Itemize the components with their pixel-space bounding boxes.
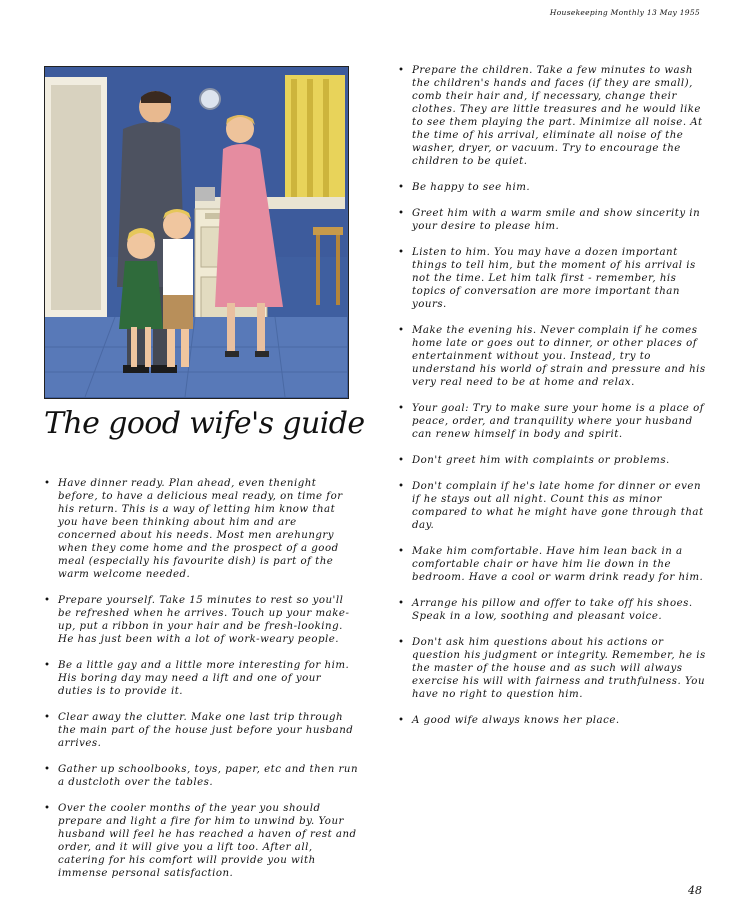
list-item: • Greet him with a warm smile and show sincerity in your desire to please him.	[412, 207, 708, 233]
list-item: • Don't complain if he's late home for dinner or even if he stays out all night. Count this as minor compared to what he might have gone through that day.	[412, 480, 708, 532]
list-item: • A good wife always knows her place.	[412, 714, 708, 727]
list-item: • Don't ask him questions about his actions or question his judgment or integrity. Remember, he is the master of the house and as such will always exercise his will with fairness and truthfulness. You have no right to question him.	[412, 636, 708, 701]
masthead: Housekeeping Monthly 13 May 1955	[549, 8, 700, 17]
list-item: • Listen to him. You may have a dozen important things to tell him, but the moment of his arrival is not the time. Let him talk first - remember, his topics of conversation are more important than yours.	[412, 246, 708, 311]
page-number: 48	[688, 884, 702, 897]
list-item: • Don't greet him with complaints or problems.	[412, 454, 708, 467]
list-item: • Over the cooler months of the year you should prepare and light a fire for him to unwind by. Your husband will feel he has reached a haven of rest and order, and it will give you a lift too. After all, catering for his comfort will provide you with immense personal satisfaction.	[58, 802, 358, 880]
list-item: • Be a little gay and a little more interesting for him. His boring day may need a lift and one of your duties is to provide it.	[58, 659, 358, 698]
right-guide-list	[412, 64, 708, 740]
vintage-illustration	[44, 66, 349, 399]
list-item: • Prepare yourself. Take 15 minutes to rest so you'll be refreshed when he arrives. Touch up your make-up, put a ribbon in your hair and be fresh-looking. He has just been with a lot of work-weary people.	[58, 594, 358, 646]
list-item: • Prepare the children. Take a few minutes to wash the children's hands and faces (if they are small), comb their hair and, if necessary, change their clothes. They are little treasures and he would like to see them playing the part. Minimize all noise. At the time of his arrival, eliminate all noise of the washer, dryer, or vacuum. Try to encourage the children to be quiet.	[412, 64, 708, 168]
list-item: • Have dinner ready. Plan ahead, even thenight before, to have a delicious meal ready, on time for his return. This is a way of letting him know that you have been thinking about him and are concerned about his needs. Most men arehungry when they come home and the prospect of a good meal (especially his favourite dish) is part of the warm welcome needed.	[58, 477, 358, 581]
list-item: • Make him comfortable. Have him lean back in a comfortable chair or have him lie down in the bedroom. Have a cool or warm drink ready for him.	[412, 545, 708, 584]
left-guide-list	[58, 477, 358, 893]
list-item: • Your goal: Try to make sure your home is a place of peace, order, and tranquility where your husband can renew himself in body and spirit.	[412, 402, 708, 441]
list-item: • Be happy to see him.	[412, 181, 708, 194]
page-title: The good wife's guide	[44, 406, 365, 441]
list-item: • Arrange his pillow and offer to take off his shoes. Speak in a low, soothing and pleasant voice.	[412, 597, 708, 623]
list-item: • Clear away the clutter. Make one last trip through the main part of the house just before your husband arrives.	[58, 711, 358, 750]
list-item: • Gather up schoolbooks, toys, paper, etc and then run a dustcloth over the tables.	[58, 763, 358, 789]
list-item: • Make the evening his. Never complain if he comes home late or goes out to dinner, or other places of entertainment without you. Instead, try to understand his world of strain and pressure and his very real need to be at home and relax.	[412, 324, 708, 389]
